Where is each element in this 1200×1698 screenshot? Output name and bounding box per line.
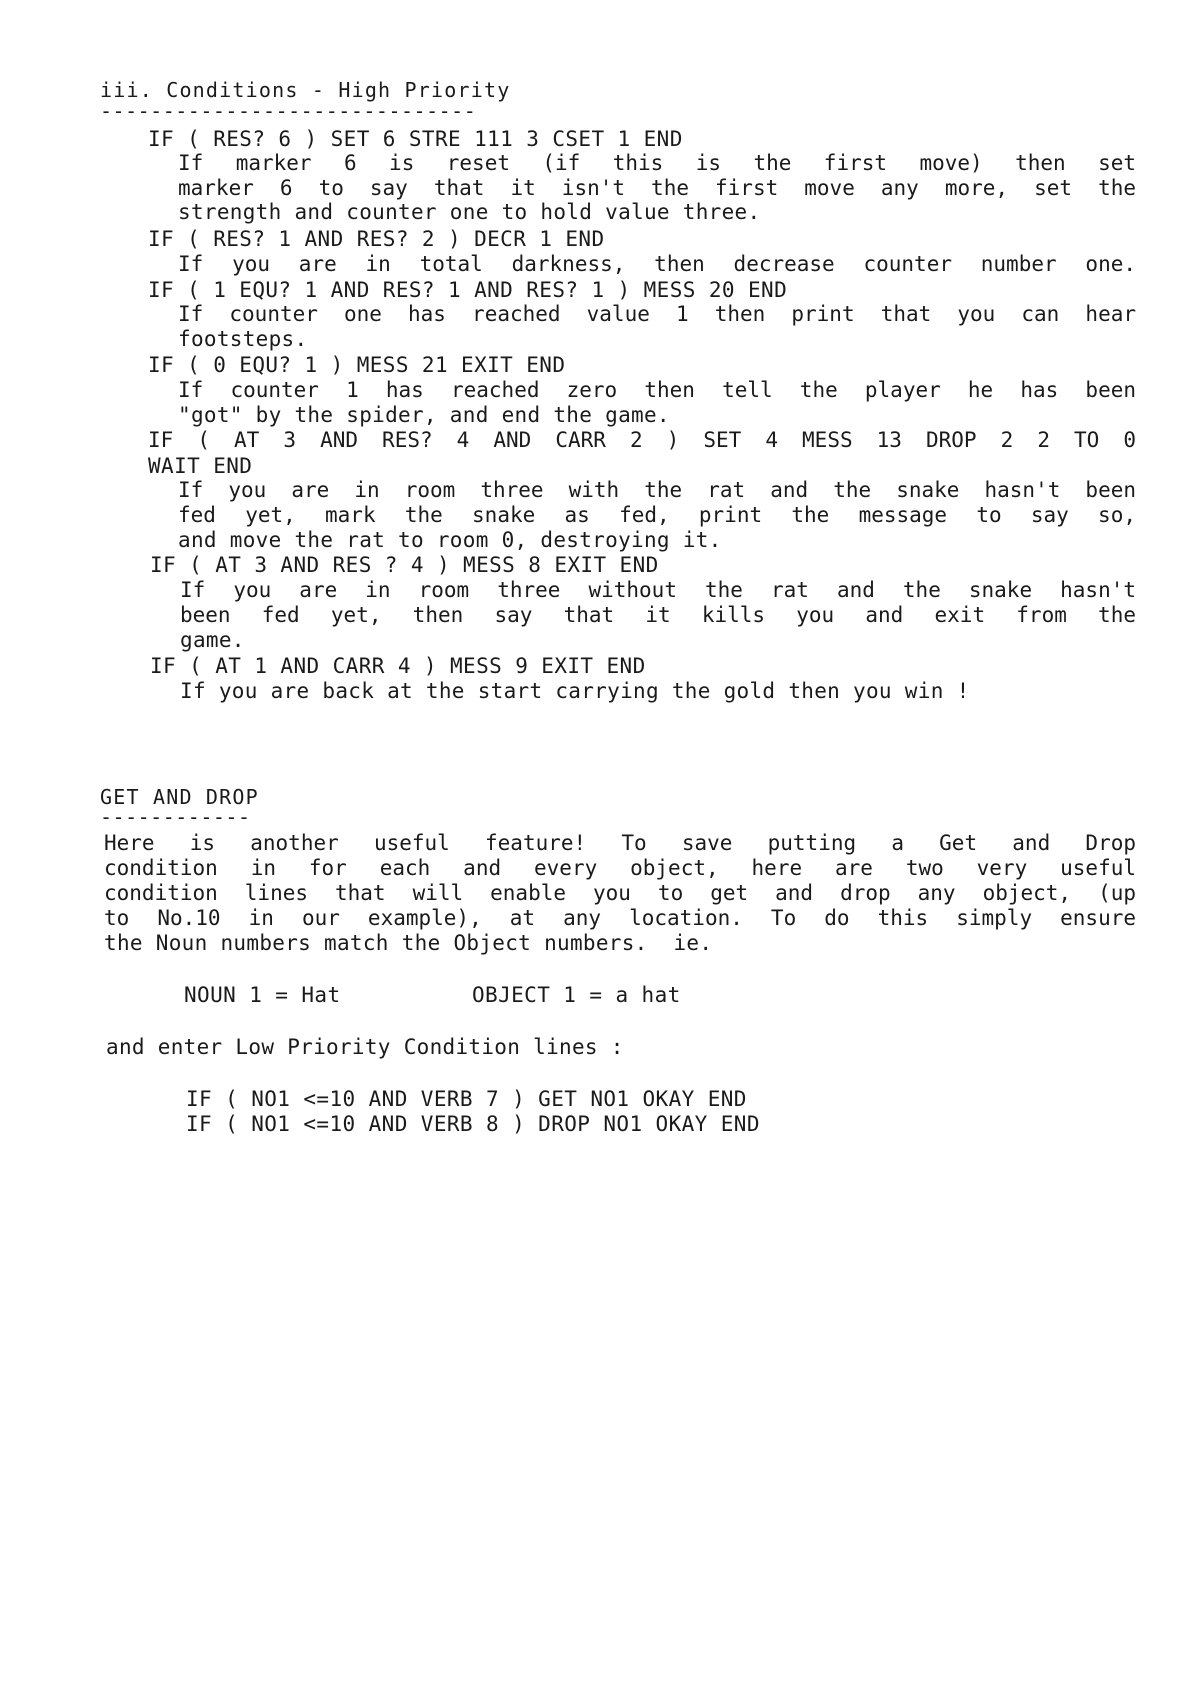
paragraph-line: condition in for each and every object, here are two very useful <box>104 856 1136 880</box>
explanation-line: If you are back at the start carrying the gold then you win ! <box>180 679 970 703</box>
condition-code-line: IF ( 0 EQU? 1 ) MESS 21 EXIT END <box>148 353 566 377</box>
condition-code-line: WAIT END <box>148 454 253 478</box>
condition-code-line: IF ( RES? 6 ) SET 6 STRE 111 3 CSET 1 END <box>148 127 683 151</box>
example-noun: NOUN 1 = Hat <box>184 983 341 1007</box>
explanation-line: marker 6 to say that it isn't the first move any more, set the <box>178 176 1136 200</box>
explanation-line: game. <box>180 628 245 652</box>
paragraph-line: condition lines that will enable you to get and drop any object, (up <box>104 881 1136 905</box>
explanation-line: If you are in room three without the rat and the snake hasn't <box>180 578 1136 602</box>
explanation-line: and move the rat to room 0, destroying it. <box>178 528 722 552</box>
condition-code-line: IF ( AT 3 AND RES ? 4 ) MESS 8 EXIT END <box>150 553 659 577</box>
explanation-line: If counter one has reached value 1 then print that you can hear <box>178 302 1136 326</box>
explanation-line: strength and counter one to hold value three. <box>178 200 761 224</box>
low-priority-intro: and enter Low Priority Condition lines : <box>106 1035 624 1059</box>
heading-underline: ------------ <box>100 810 251 824</box>
condition-code-line: IF ( RES? 1 AND RES? 2 ) DECR 1 END <box>148 227 605 251</box>
explanation-line: If counter 1 has reached zero then tell the player he has been <box>178 378 1136 402</box>
section-heading-get-and-drop: GET AND DROP <box>100 785 259 809</box>
explanation-line: If you are in room three with the rat and the snake hasn't been <box>178 478 1136 502</box>
condition-code-line: IF ( AT 1 AND CARR 4 ) MESS 9 EXIT END <box>150 654 646 678</box>
paragraph-line: the Noun numbers match the Object numbers. ie. <box>104 931 713 955</box>
explanation-line: "got" by the spider, and end the game. <box>178 403 670 427</box>
get-condition-line: IF ( NO1 <=10 AND VERB 7 ) GET NO1 OKAY END <box>186 1087 747 1111</box>
explanation-line: fed yet, mark the snake as fed, print the message to say so, <box>178 503 1136 527</box>
section-heading-high-priority: iii. Conditions - High Priority <box>100 78 511 102</box>
example-object: OBJECT 1 = a hat <box>472 983 681 1007</box>
explanation-line: been fed yet, then say that it kills you and exit from the <box>180 603 1136 627</box>
paragraph-line: to No.10 in our example), at any location. To do this simply ensure <box>104 906 1136 930</box>
condition-code-line: IF ( AT 3 AND RES? 4 AND CARR 2 ) SET 4 MESS 13 DROP 2 2 TO 0 <box>148 428 1136 452</box>
condition-code-line: IF ( 1 EQU? 1 AND RES? 1 AND RES? 1 ) MESS 20 END <box>148 278 788 302</box>
drop-condition-line: IF ( NO1 <=10 AND VERB 8 ) DROP NO1 OKAY END <box>186 1112 760 1136</box>
paragraph-line: Here is another useful feature! To save putting a Get and Drop <box>104 831 1136 855</box>
explanation-line: If marker 6 is reset (if this is the first move) then set <box>178 151 1136 175</box>
explanation-line: footsteps. <box>178 327 308 351</box>
heading-underline: ------------------------------ <box>100 104 477 118</box>
explanation-line: If you are in total darkness, then decrease counter number one. <box>178 252 1136 276</box>
